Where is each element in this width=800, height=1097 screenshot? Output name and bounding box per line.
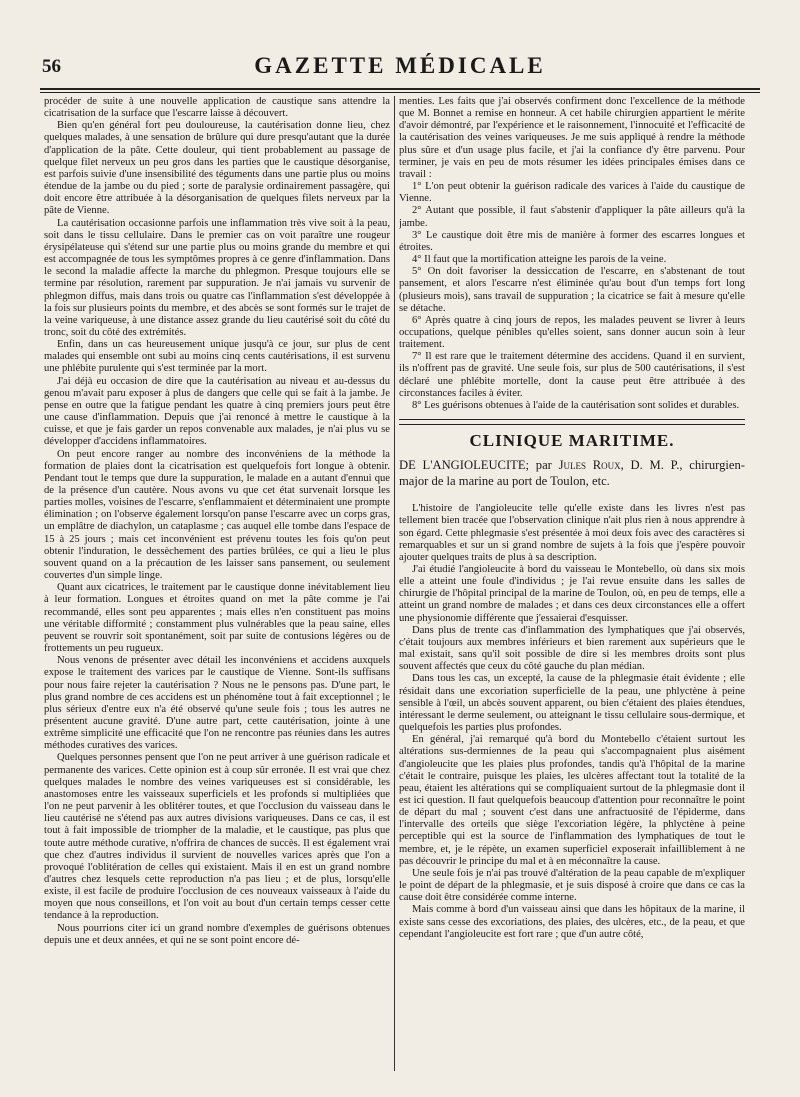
paragraph: La cautérisation occasionne parfois une inflammation très vive soit à la peau, soit dans le tissu cellulaire. Dans le premier cas on voit paraître une rougeur érysipélateuse qui s'étend sur une partie plus ou moins grande du membre et qui est accompagnée de tous les symptômes propres à ce genre d'inflammation. Dans le second la maladie affecte la marche du phlegmon. Presque toujours elle se termine par résolution, rarement par suppuration. Je n'ai jamais vu survenir de phlegmon diffus, mais dans trois ou quatre cas l'inflammation s'est développée à la fois sur plusieurs points du membre, et des abcès se sont formés sur le trajet de la veine variqueuse, à une distance assez grande du lieu cautérisé soit du côté du tronc, soit du côté des extrémités. bbox=[44, 217, 390, 338]
section-heading: CLINIQUE MARITIME. bbox=[469, 431, 675, 451]
page-header bbox=[40, 50, 760, 90]
paragraph: Enfin, dans un cas heureusement unique jusqu'à ce jour, sur plus de cent malades qui ensemble ont subi au moins cinq cents cautérisations, il est survenu une phlébite purulente qui s'est terminée par la mort. bbox=[44, 339, 390, 375]
right-column bbox=[399, 96, 745, 1071]
list-item: 6° Après quatre à cinq jours de repos, les malades peuvent se livrer à leurs occupations, quelque pénibles qu'elles soient, sans donner aucun soin à leur traitement. bbox=[399, 314, 745, 351]
paragraph: procéder de suite à une nouvelle application de caustique sans attendre la cicatrisation de la surface que l'escarre laisse à découvert. bbox=[44, 96, 390, 120]
paragraph: L'histoire de l'angioleucite telle qu'elle existe dans les livres n'est pas tellement bien tracée que l'observation clinique n'ait plus rien à nous apprendre à son égard. Cette phlegmasie s'est présentée à moi deux fois avec des caractères si remarquables et sur un si grand nombre de sujets à la fois que j'espère pouvoir ajouter quelques traits de plus à sa description. bbox=[399, 503, 745, 563]
paragraph: Nous venons de présenter avec détail les inconvéniens et accidens auxquels expose le traitement des varices par le caustique de Vienne. Sont-ils suffisans pour nous faire rejeter la cautérisation ? Nous ne le pensons pas. D'une part, le plus grand nombre de ces accidens est un phénomène tout à fait exceptionnel ; le plus sérieux d'entre eux n'a été observé qu'une seule fois ; tous les autres ne présentent aucune gravité. D'une autre part, cette cautérisation, jointe à une extrême simplicité une efficacité que l'on ne rencontre pas réunies dans les autres méthodes curatives des varices. bbox=[44, 655, 390, 752]
paragraph: Bien qu'en général fort peu douloureuse, la cautérisation donne lieu, chez quelques malades, à une sensation de brûlure qui dure presqu'autant que la durée d'application de la pâte. Cette douleur, qui tient probablement au passage de quelque filet nerveux un peu gros dans les parties que le caustique désorganise, est parfois suivie d'une insensibilité des téguments dans une partie plus ou moins étendue de la jambe ou du pied ; sorte de paralysie ordinairement passagère, qui doit encore être attribuée à la désorganisation de quelques filets nerveux par la pâte de Vienne. bbox=[44, 120, 390, 217]
paragraph: Une seule fois je n'ai pas trouvé d'altération de la peau capable de m'expliquer le point de départ de la phlegmasie, et je suis disposé à croire que dans ce cas la cause doit être considérée comme interne. bbox=[399, 867, 745, 904]
paragraph: On peut encore ranger au nombre des inconvéniens de la méthode la formation de plaies dont la cicatrisation est quelquefois fort longue à obtenir. Pendant tout le temps que dure la suppuration, le malade en a autant d'ennui que de la présence d'un cautère. Nous avons vu que cet état survenait lorsque les parties molles, voisines de l'escarre, s'enflammaient et déterminaient une prompte élimination ; on l'observe également lorsqu'on panse l'escarre avec un corps gras, un emplâtre de diachylon, un cataplasme ; cas auquel elle tombe dans l'espace de 15 à 25 jours ; mais cet inconvénient est prévenu toutes les fois qu'on peut obtenir l'induration, le dessèchement des parties brûlées, ce qui a lieu le plus souvent quand on a la précaution de les laisser sans pansement, ou seulement couvertes d'un simple linge. bbox=[44, 448, 390, 582]
article-title-rest: , D. M. P., chirurgien-major de la marine au port de Toulon, etc. bbox=[399, 458, 745, 489]
paragraph: Quelques personnes pensent que l'on ne peut arriver à une guérison radicale et permanente des varices. Cette opinion est à coup sûr erronée. Il est vrai que chez quelques malades le nombre des veines variqueuses est si considérable, les anastomoses entre les vaisseaux superficiels et les profonds si multipliées que l'on ne peut parvenir à les oblitérer toutes, et que l'occlusion du vaisseau dans le lieu cautérisé ne s'étend pas aux autres divisions variqueuses. Dans ce cas, il est tout à fait impossible de triompher de la maladie, et le caustique, pas plus que toute autre méthode curative, n'offrira de chances de succès. Il est également vrai que chez d'autres individus il survient de nouvelles varices après que l'on a provoqué l'oblitération de celles qui existaient. Mais il en est un grand nombre d'autres chez lesquels cette reproduction n'a pas lieu ; et de plus, lorsqu'elle existe, il est facile de produire l'occlusion de ces nouveaux vaisseaux à l'aide du moyen que nous conseillons, et l'on voit au bout d'un certain temps cesser cette tendance à la reproduction. bbox=[44, 752, 390, 922]
page-number: 56 bbox=[42, 56, 61, 77]
list-item: 8° Les guérisons obtenues à l'aide de la cautérisation sont solides et durables. bbox=[412, 399, 740, 411]
article-title-lead: DE L'ANGIOLEUCITE bbox=[399, 458, 526, 473]
section-divider bbox=[399, 419, 745, 425]
column-divider bbox=[394, 96, 395, 1071]
list-item: 5° On doit favoriser la dessiccation de l'escarre, en s'abstenant de tout pansement, et alors l'escarre n'est éliminée qu'au bout d'un temps fort long (plusieurs mois), sans travail de suppuration ; la cicatrice se fait à mesure qu'elle se détache. bbox=[399, 266, 745, 314]
list-item: 7° Il est rare que le traitement détermine des accidens. Quand il en survient, ils n'offrent pas de gravité. Une seule fois, sur plus de 500 cautérisations, il s'est déclaré une phlébite mortelle, dont la cause peut être attribuée à des circonstances faciles à éviter. bbox=[399, 351, 745, 399]
journal-title: GAZETTE MÉDICALE bbox=[254, 53, 546, 78]
paragraph: J'ai étudié l'angioleucite à bord du vaisseau le Montebello, où dans six mois elle a atteint une foule d'individus ; je l'ai revue ensuite dans les salles de chirurgie de l'hôpital principal de la marine de Toulon, où, en peu de temps, elle a atteint un grand nombre de malades ; et dans ces deux circonstances elle a offert une physionomie différente que j'essaierai d'esquisser. bbox=[399, 564, 745, 624]
list-item: 4° Il faut que la mortification atteigne les parois de la veine. bbox=[412, 254, 667, 266]
conclusions-list bbox=[399, 181, 745, 412]
paragraph: Mais comme à bord d'un vaisseau ainsi que dans les hôpitaux de la marine, il existe sans cesse des excoriations, des plaies, des ulcères, etc., de la peau, et que cependant l'angioleucite est fort rare ; que d'un autre côté, bbox=[399, 904, 745, 940]
paragraph: menties. Les faits que j'ai observés confirment donc l'excellence de la méthode que M. Bonnet a remise en honneur. A cet habile chirurgien appartient le mérite d'avoir démontré, par l'expérience et le raisonnement, l'innocuité et l'efficacité de la cautérisation des veines variqueuses. Je me suis appliqué à rendre la méthode plus sûre et d'un usage plus facile, et j'ai la confiance d'y être parvenu. Pour terminer, je vais en peu de mots résumer les idées principales émises dans ce travail : bbox=[399, 96, 745, 180]
paragraph: Nous pourrions citer ici un grand nombre d'exemples de guérisons obtenues depuis une et deux années, et qui ne se sont point encore dé- bbox=[44, 922, 390, 946]
paragraph: Dans tous les cas, un excepté, la cause de la phlegmasie était évidente ; elle résidait dans une excoriation superficielle de la peau, une phlyctène à peine sensible à l'œil, un abcès souvent apparent, ou bien c'étaient des plaies étendues, intéressant le derme seulement, ou atteignant le tissu cellulaire sous-dermique, et quelquefois les parties plus profondes. bbox=[399, 673, 745, 734]
article-title bbox=[399, 457, 745, 489]
paragraph: J'ai déjà eu occasion de dire que la cautérisation au niveau et au-dessus du genou m'avait paru exposer à plus de dangers que celle qui se fait à la jambe. Je pense en outre que la fatigue pendant les quatre à cinq premiers jours peut être une cause d'inflammation. Depuis que j'ai renoncé à mettre le caustique à la cuisse, et que je fais garder un repos convenable aux malades, je n'ai plus vu se développer d'accidens inflammatoires. bbox=[44, 375, 390, 448]
header-rule bbox=[40, 92, 760, 93]
list-item: 2° Autant que possible, il faut s'abstenir d'appliquer la pâte ailleurs qu'à la jambe. bbox=[399, 205, 745, 229]
paragraph: Dans plus de trente cas d'inflammation des lymphatiques que j'ai observés, c'était toujours aux membres inférieurs et bien rarement aux supérieurs que le mal existait, sans qu'il soit possible de dire si les membres droits sont plus souvent affectés que ceux du côté gauche du plan médian. bbox=[399, 624, 745, 673]
list-item: 3° Le caustique doit être mis de manière à former des escarres longues et étroites. bbox=[399, 229, 745, 253]
paragraph: En général, j'ai remarqué qu'à bord du Montebello c'étaient surtout les altérations sus-dermiennes de la peau qui s'accompagnaient plus aisément d'angioleucite que les plaies plus profondes, tandis qu'à l'hôpital de la marine c'était le contraire, puisque les plaies, les ulcères affectant tout la totalité de la peau, étaient les altérations qui se compliquaient surtout de la phlegmasie dont il est ici question. Il faut quelquefois beaucoup d'attention pour reconnaître le point de départ du mal ; souvent c'est dans une anfractuosité de l'épiderme, dans l'intervalle des orteils que siège l'excoriation légère, la phlyctène à peine perceptible qui est la source de l'inflammation des lymphatiques de tout le membre, et, je le répète, un examen superficiel exposerait infailliblement à ne pas découvrir le principe du mal et à en méconnaître la cause. bbox=[399, 734, 745, 867]
list-item: 1° L'on peut obtenir la guérison radicale des varices à l'aide du caustique de Vienne. bbox=[399, 181, 745, 205]
left-column bbox=[44, 96, 390, 1071]
article-author: Jules Roux bbox=[558, 458, 621, 473]
paragraph: Quant aux cicatrices, le traitement par le caustique donne inévitablement lieu à leur formation. Longues et étroites quand on met la pâte comme je l'ai recommandé, elles sont peu apparentes ; mais elles n'en constituent pas moins une véritable difformité ; constamment plus vulnérables que la peau saine, elles peuvent se rouvrir soit spontanément, soit par suite de contusions légères ou de frottements un peu rugueux. bbox=[44, 582, 390, 655]
article-title-by: ; par bbox=[525, 458, 559, 473]
